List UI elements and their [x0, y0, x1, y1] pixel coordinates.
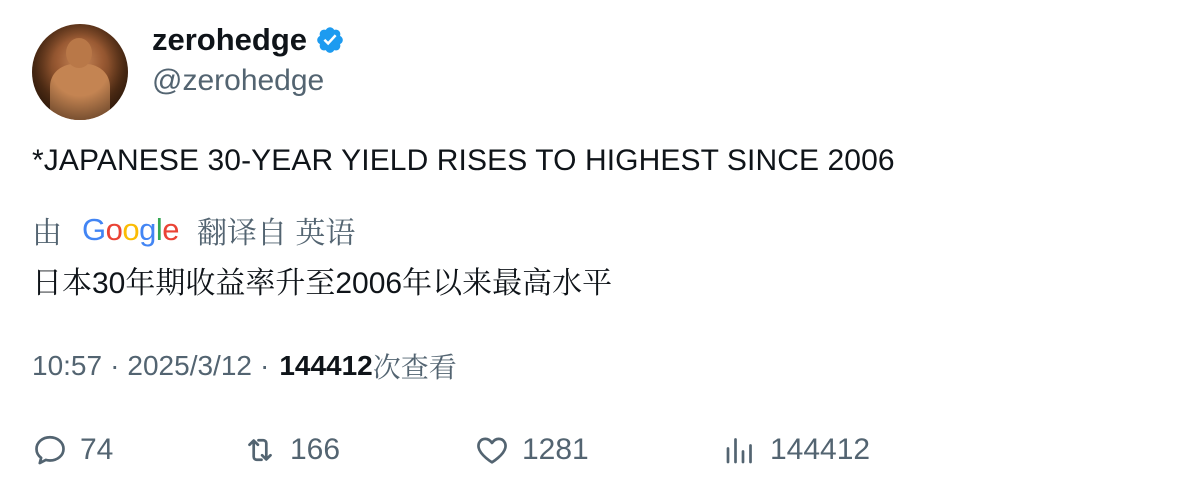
- translation-attribution: [32, 208, 355, 252]
- verified-badge-icon: [315, 25, 345, 55]
- reply-icon: [32, 432, 68, 468]
- view-count: 144412: [279, 350, 373, 381]
- view-count-label: 次查看: [372, 352, 457, 383]
- google-logo-letter: o: [105, 212, 123, 247]
- reply-button[interactable]: [32, 432, 113, 468]
- user-name-row: [152, 22, 345, 58]
- tweet-date[interactable]: 2025/3/12: [127, 350, 252, 381]
- translation-prefix: 由: [32, 217, 62, 250]
- tweet-time[interactable]: 10:57: [32, 350, 103, 381]
- google-logo[interactable]: [82, 212, 179, 248]
- display-name[interactable]: zerohedge: [152, 22, 308, 57]
- google-logo-letter: g: [139, 212, 156, 247]
- google-logo-letter: l: [155, 212, 163, 247]
- google-logo-letter: e: [162, 212, 180, 247]
- google-logo-letter: G: [82, 212, 106, 247]
- action-bar: [0, 432, 1196, 472]
- meta-separator: ·: [110, 350, 120, 381]
- avatar-vignette: [32, 24, 128, 120]
- analytics-icon: [722, 432, 758, 468]
- reply-count: 74: [80, 433, 114, 466]
- views-action-count: 144412: [770, 433, 871, 466]
- user-handle[interactable]: @zerohedge: [152, 64, 325, 97]
- avatar[interactable]: [32, 24, 128, 120]
- views-button[interactable]: [722, 432, 870, 468]
- tweet-text: *JAPANESE 30-YEAR YIELD RISES TO HIGHEST SINCE 2006: [32, 144, 895, 177]
- heart-icon: [474, 432, 510, 468]
- retweet-count: 166: [290, 433, 341, 466]
- retweet-icon: [242, 432, 278, 468]
- translation-suffix: 翻译自 英语: [197, 217, 356, 250]
- translated-text: 日本30年期收益率升至2006年以来最高水平: [32, 267, 613, 300]
- tweet-meta: [32, 346, 457, 386]
- like-count: 1281: [522, 433, 589, 466]
- like-button[interactable]: [474, 432, 589, 468]
- meta-separator: ·: [259, 350, 270, 381]
- google-logo-letter: o: [122, 212, 140, 247]
- retweet-button[interactable]: [242, 432, 340, 468]
